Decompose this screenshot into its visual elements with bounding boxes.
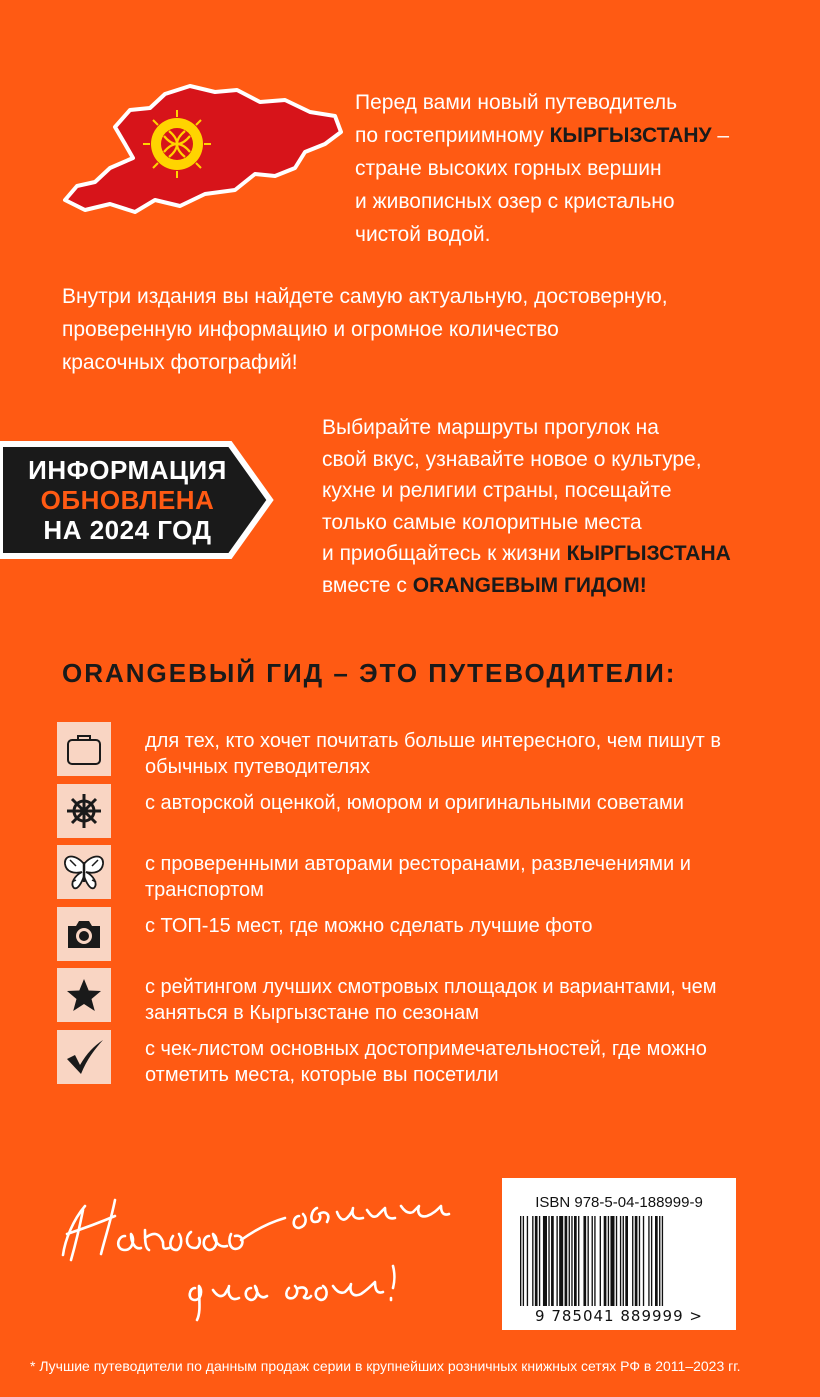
barcode-bar	[620, 1216, 621, 1306]
intro-text: –	[711, 124, 730, 147]
routes-line	[322, 570, 782, 602]
barcode-bar	[594, 1216, 595, 1306]
barcode-bar	[559, 1216, 563, 1306]
barcode-bar	[551, 1216, 554, 1306]
barcode-bar	[548, 1216, 549, 1306]
routes-paragraph	[322, 412, 782, 601]
list-item	[57, 907, 777, 969]
barcode-bar	[520, 1216, 521, 1306]
barcode-bar	[543, 1216, 547, 1306]
country-highlight: КЫРГЫЗСТАНА	[566, 542, 731, 565]
handwritten-signature	[45, 1170, 475, 1330]
barcode-bar	[527, 1216, 528, 1306]
barcode-bar	[639, 1216, 640, 1306]
barcode-bar	[651, 1216, 652, 1306]
ship-wheel-icon	[57, 784, 111, 838]
intro-line: Перед вами новый путеводитель	[355, 91, 678, 114]
intro-text: по гостеприимному	[355, 124, 550, 147]
inside-line: проверенную информацию и огромное количество	[62, 318, 559, 341]
barcode-bar	[578, 1216, 579, 1306]
barcode-bar	[659, 1216, 660, 1306]
barcode-bar	[588, 1216, 589, 1306]
barcode-bar	[565, 1216, 568, 1306]
barcode-bar	[635, 1216, 638, 1306]
barcode-number: 9 785041 889999 >	[535, 1307, 703, 1325]
barcode-bar	[610, 1216, 614, 1306]
feature-text: с ТОП-15 мест, где можно сделать лучшие фото	[145, 914, 593, 937]
suitcase-icon	[57, 722, 111, 776]
list-item	[57, 722, 777, 784]
intro-line: чистой водой.	[355, 223, 491, 246]
isbn-label: ISBN 978-5-04-188999-9	[535, 1194, 703, 1211]
barcode-bar	[608, 1216, 609, 1306]
barcode-bar	[643, 1216, 644, 1306]
routes-line	[322, 538, 782, 570]
barcode-bar	[556, 1216, 557, 1306]
section-heading: ORANGEВЫЙ ГИД – ЭТО ПУТЕВОДИТЕЛИ:	[62, 658, 677, 688]
list-item	[57, 845, 777, 907]
country-highlight: КЫРГЫЗСТАНУ	[549, 124, 712, 147]
barcode-bar	[532, 1216, 533, 1306]
kyrgyzstan-map-icon	[55, 72, 345, 222]
updated-badge	[0, 440, 280, 560]
barcode-bar	[648, 1216, 649, 1306]
barcode-bars	[518, 1216, 728, 1310]
barcode-bar	[604, 1216, 607, 1306]
checkmark-icon	[57, 1030, 111, 1084]
intro-line: и живописных озер с кристально	[355, 190, 675, 213]
routes-text: вместе с	[322, 573, 413, 597]
intro-paragraph	[355, 86, 775, 251]
features-list	[57, 722, 777, 1091]
inside-line: Внутри издания вы найдете самую актуальную, достоверную,	[62, 285, 668, 308]
barcode-bar	[574, 1216, 577, 1306]
brand-highlight: ORANGEВЫМ ГИДОМ!	[412, 573, 647, 597]
routes-line: свой вкус, узнавайте новое о культуре,	[322, 447, 702, 471]
star-icon	[57, 968, 111, 1022]
barcode-bar	[592, 1216, 593, 1306]
badge-line: ИНФОРМАЦИЯ	[28, 455, 227, 485]
barcode-bar	[623, 1216, 624, 1306]
list-item	[57, 784, 777, 846]
butterfly-icon	[57, 845, 111, 899]
feature-text: с рейтингом лучших смотровых площадок и вариантами, чем заняться в Кыргызстане по сезонам	[145, 976, 717, 1024]
camera-icon	[57, 907, 111, 961]
barcode-bar	[569, 1216, 570, 1306]
barcode-bar	[616, 1216, 617, 1306]
feature-text: для тех, кто хочет почитать больше интересного, чем пишут в обычных путеводителях	[145, 730, 721, 778]
feature-text: с проверенными авторами ресторанами, развлечениями и транспортом	[145, 853, 691, 901]
barcode-bar	[539, 1216, 540, 1306]
routes-line: Выбирайте маршруты прогулок на	[322, 416, 659, 439]
barcode-bar	[523, 1216, 524, 1306]
list-item	[57, 1030, 777, 1092]
badge-line-highlight: ОБНОВЛЕНА	[40, 485, 215, 515]
routes-line: только самые колоритные места	[322, 510, 642, 534]
barcode-bar	[625, 1216, 628, 1306]
intro-line: стране высоких горных вершин	[355, 157, 662, 180]
barcode-bar	[571, 1216, 572, 1306]
badge-line: НА 2024 ГОД	[43, 515, 212, 545]
barcode-bar	[535, 1216, 538, 1306]
barcode-bar	[583, 1216, 586, 1306]
barcode-bar	[662, 1216, 663, 1306]
inside-paragraph	[62, 280, 782, 379]
barcode-bar	[655, 1216, 658, 1306]
badge-text	[0, 440, 255, 560]
routes-line: кухне и религии страны, посещайте	[322, 479, 672, 502]
footnote: * Лучшие путеводители по данным продаж серии в крупнейших розничных книжных сетях РФ в 2011–2023 гг.	[30, 1358, 741, 1374]
inside-line: красочных фотографий!	[62, 351, 298, 374]
barcode-bar	[632, 1216, 633, 1306]
barcode-bar	[600, 1216, 601, 1306]
intro-line	[355, 119, 775, 152]
isbn-barcode	[502, 1178, 736, 1330]
feature-text: с чек-листом основных достопримечательностей, где можно отметить места, которые вы посетили	[145, 1037, 707, 1086]
routes-text: и приобщайтесь к жизни	[322, 542, 567, 565]
feature-text: с авторской оценкой, юмором и оригинальными советами	[145, 791, 684, 814]
list-item	[57, 968, 777, 1030]
